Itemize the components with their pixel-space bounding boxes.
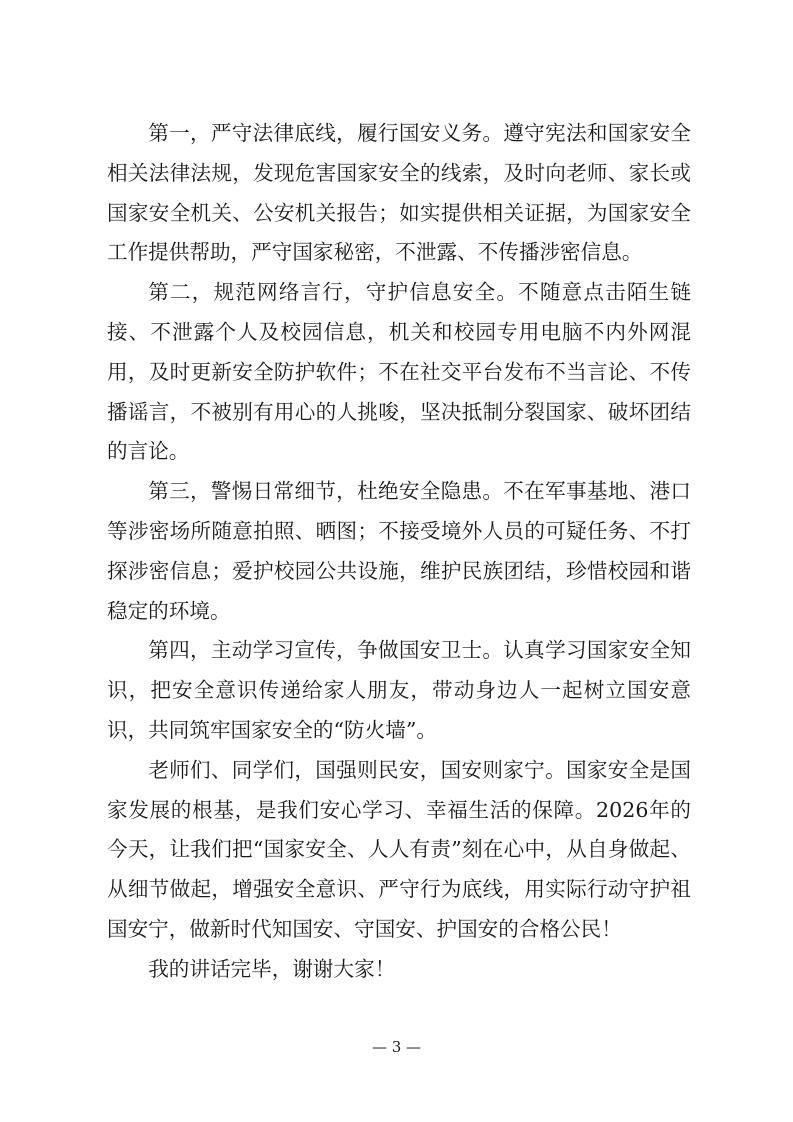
page-number: — 3 — — [371, 1038, 422, 1056]
paragraph-1: 第一，严守法律底线，履行国安义务。遵守宪法和国家安全相关法律法规，发现危害国家安全的线索，及时向老师、家长或国家安全机关、公安机关报告；如实提供相关证据，为国家安全工作提供帮助，严守国家秘密，不泄露、不传播涉密信息。 — [107, 121, 691, 265]
paragraph-6: 我的讲话完毕，谢谢大家！ — [148, 956, 396, 981]
paragraph-3: 第三，警惕日常细节，杜绝安全隐患。不在军事基地、港口等涉密场所随意拍照、晒图；不接受境外人员的可疑任务、不打探涉密信息；爱护校园公共设施，维护民族团结，珍惜校园和谐稳定的环境。 — [107, 479, 691, 623]
paragraph-2: 第二，规范网络言行，守护信息安全。不随意点击陌生链接、不泄露个人及校园信息，机关和校园专用电脑不内外网混用，及时更新安全防护软件；不在社交平台发布不当言论、不传播谣言，不被别有用心的人挑唆，坚决抵制分裂国家、破坏团结的言论。 — [107, 280, 691, 464]
document-body — [107, 114, 691, 990]
paragraph-5: 老师们、同学们，国强则民安，国安则家宁。国家安全是国家发展的根基，是我们安心学习、幸福生活的保障。2026年的今天，让我们把“国家安全、人人有责”刻在心中，从自身做起、从细节做起，增强安全意识、严守行为底线，用实际行动守护祖国安宁，做新时代知国安、守国安、护国安的合格公民！ — [107, 757, 691, 941]
paragraph-4: 第四，主动学习宣传，争做国安卫士。认真学习国家安全知识，把安全意识传递给家人朋友，带动身边人一起树立国安意识，共同筑牢国家安全的“防火墙”。 — [107, 638, 691, 742]
